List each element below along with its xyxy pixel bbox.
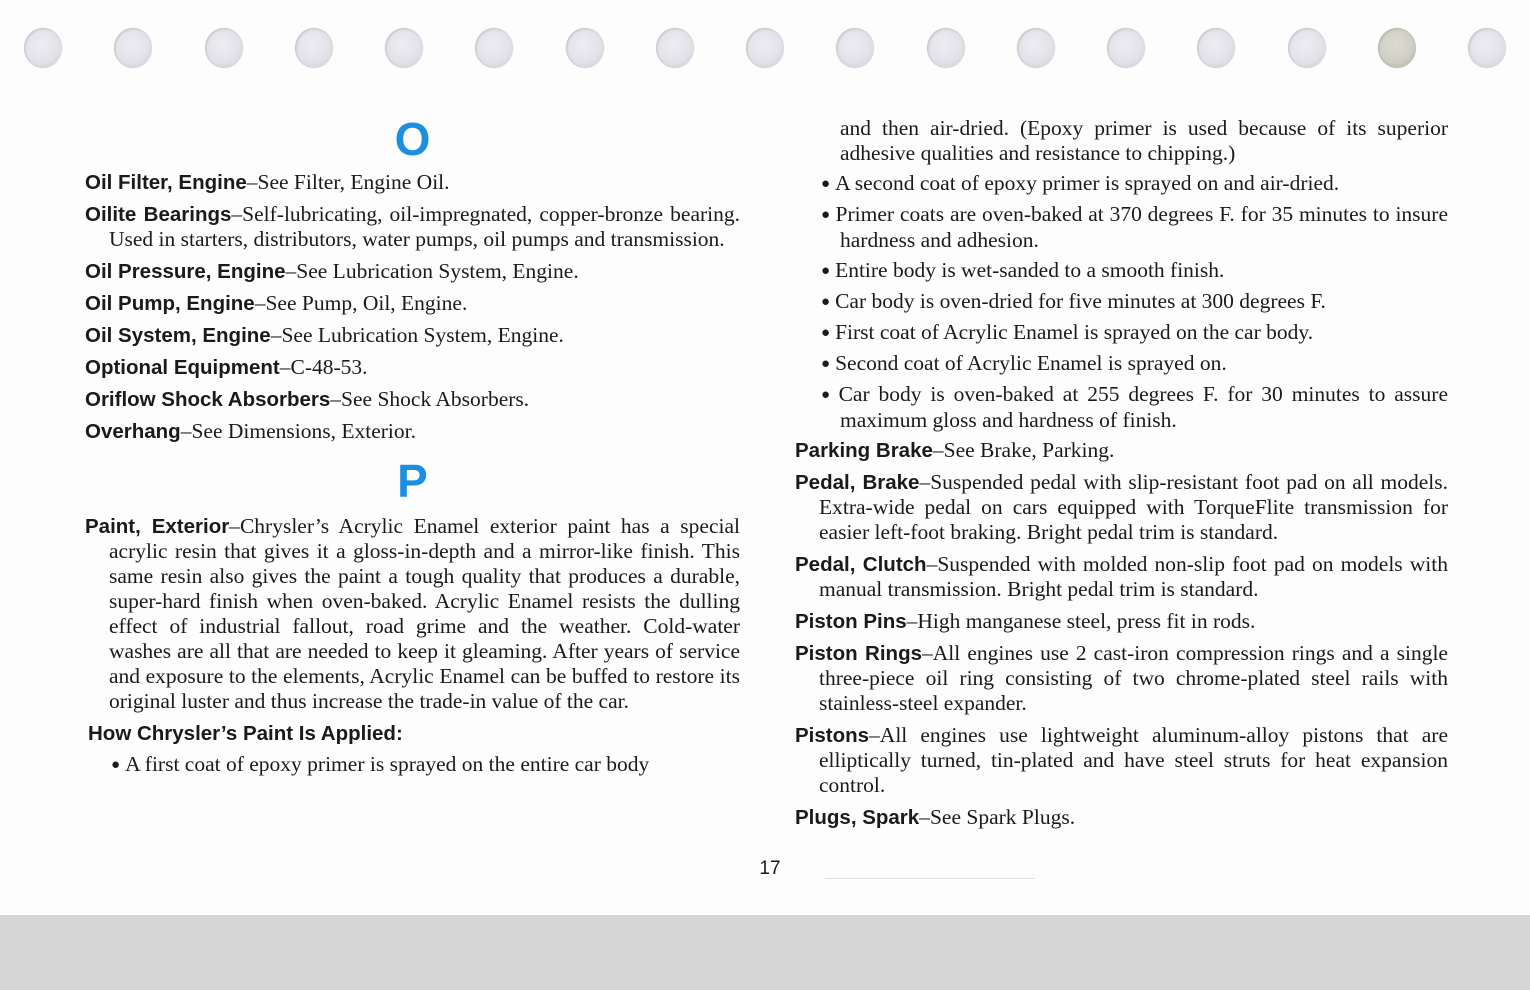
entry-term: Oil Filter, Engine [85,171,247,194]
entry-term: Paint, Exterior [85,515,230,538]
entry-text: –All engines use 2 cast-iron compression rings and a single three-piece oil ring consisting of two chrome-plated steel rails with stainless-steel expander. [819,641,1448,715]
entry-text: –See Lubrication System, Engine. [285,259,579,283]
paint-step: ● A first coat of epoxy primer is sprayed on the entire car body [85,752,740,778]
binder-hole [1378,28,1416,68]
paint-step: ● A second coat of epoxy primer is sprayed on and air-dried. [795,171,1448,197]
entry-term: Oil Pressure, Engine [85,260,286,283]
entry-text: –See Brake, Parking. [932,438,1115,462]
entry-term: Pistons [795,724,870,747]
glossary-entry [85,419,740,444]
glossary-entry [795,609,1448,634]
entry-term: Pedal, Clutch [795,553,927,576]
entry-text: –See Spark Plugs. [919,805,1076,829]
binder-hole [1468,28,1506,68]
binder-holes [0,28,1530,72]
glossary-entry [85,387,740,412]
entry-text: –See Lubrication System, Engine. [270,323,564,347]
entry-term: Oilite Bearings [85,203,232,226]
o-entries [85,170,740,444]
entry-term: Overhang [85,420,181,443]
glossary-entry [795,552,1448,602]
entry-text: –Suspended with molded non-slip foot pad on models with manual transmission. Bright pedal trim is standard. [819,552,1449,601]
binder-hole [1017,28,1055,68]
paint-step: ● First coat of Acrylic Enamel is sprayed on the car body. [795,320,1448,346]
entry-paint-exterior [85,514,740,714]
binder-hole [746,28,784,68]
entry-text: –C-48-53. [279,355,368,379]
glossary-entry [795,438,1448,463]
binder-hole [295,28,333,68]
paint-step-continuation: and then air-dried. (Epoxy primer is used because of its superior adhesive qualities and resistance to chipping.) [840,116,1448,165]
entry-text: –See Shock Absorbers. [330,387,530,411]
section-letter-o: O [394,113,431,165]
entry-text: –High manganese steel, press fit in rods. [906,609,1256,633]
binder-hole [114,28,152,68]
entry-text: –See Pump, Oil, Engine. [254,291,468,315]
glossary-entry [85,323,740,348]
binder-hole [566,28,604,68]
entry-term: Pedal, Brake [795,471,920,494]
entry-text: –Self-lubricating, oil-impregnated, copper-bronze bearing. Used in starters, distributors, water pumps, oil pumps and transmission. [109,202,740,251]
paint-step: ● Car body is oven-baked at 255 degrees F. for 30 minutes to assure maximum gloss and hardness of finish. [795,382,1448,433]
paint-step: ● Second coat of Acrylic Enamel is sprayed on. [795,351,1448,377]
glossary-entry [795,723,1448,798]
glossary-entry [85,259,740,284]
glossary-entry [85,170,740,195]
glossary-entry [85,291,740,316]
entry-text: –Suspended pedal with slip-resistant foot pad on all models. Extra-wide pedal on cars equipped with TorqueFlite transmission for easier left-foot braking. Bright pedal trim is standard. [819,470,1448,544]
entry-term: Plugs, Spark [795,806,920,829]
binder-hole [385,28,423,68]
entry-term: Piston Rings [795,642,922,665]
glossary-entry [85,202,740,252]
binder-hole [475,28,513,68]
binder-hole [836,28,874,68]
binder-hole [656,28,694,68]
section-letter-p: P [397,455,428,507]
right-column [795,116,1448,837]
glossary-entry [795,805,1448,830]
entry-text: –See Dimensions, Exterior. [180,419,416,443]
glossary-entry [795,641,1448,716]
paint-step: ● Primer coats are oven-baked at 370 degrees F. for 35 minutes to insure hardness and adhesion. [795,202,1448,253]
binder-hole [24,28,62,68]
paint-step: ● Car body is oven-dried for five minutes at 300 degrees F. [795,289,1448,315]
left-column [85,112,740,783]
paint-step: ● Entire body is wet-sanded to a smooth finish. [795,258,1448,284]
binder-hole [927,28,965,68]
page-number: 17 [759,858,781,879]
p-entries [795,438,1448,830]
paint-applied-heading: How Chrysler’s Paint Is Applied: [88,722,403,745]
entry-term: Optional Equipment [85,356,280,379]
paint-steps-start [85,752,740,778]
entry-term: Oil System, Engine [85,324,271,347]
footer-rule [825,878,1035,879]
binder-hole [205,28,243,68]
binder-hole [1107,28,1145,68]
paint-steps [795,171,1448,433]
entry-term: Parking Brake [795,439,933,462]
entry-text: –Chrysler’s Acrylic Enamel exterior paint has a special acrylic resin that gives it a gloss-in-depth and a mirror-like finish. This same resin also gives the paint a tough quality that produces a durable, super-hard finish when oven-baked. Acrylic Enamel resists the dulling effect of industrial fallout, road grime and the weather. Cold-water washes are all that are needed to keep it gleaming. After years of service and exposure to the elements, Acrylic Enamel can be buffed to restore its original luster and thus increase the trade-in value of the car. [109,514,740,713]
glossary-entry [795,470,1448,545]
binder-hole [1288,28,1326,68]
binder-hole [1197,28,1235,68]
entry-text: –All engines use lightweight aluminum-alloy pistons that are elliptically turned, tin-plated and have steel struts for heat expansion control. [819,723,1448,797]
glossary-entry [85,355,740,380]
entry-term: Oriflow Shock Absorbers [85,388,331,411]
entry-term: Piston Pins [795,610,907,633]
entry-term: Oil Pump, Engine [85,292,255,315]
entry-text: –See Filter, Engine Oil. [246,170,450,194]
